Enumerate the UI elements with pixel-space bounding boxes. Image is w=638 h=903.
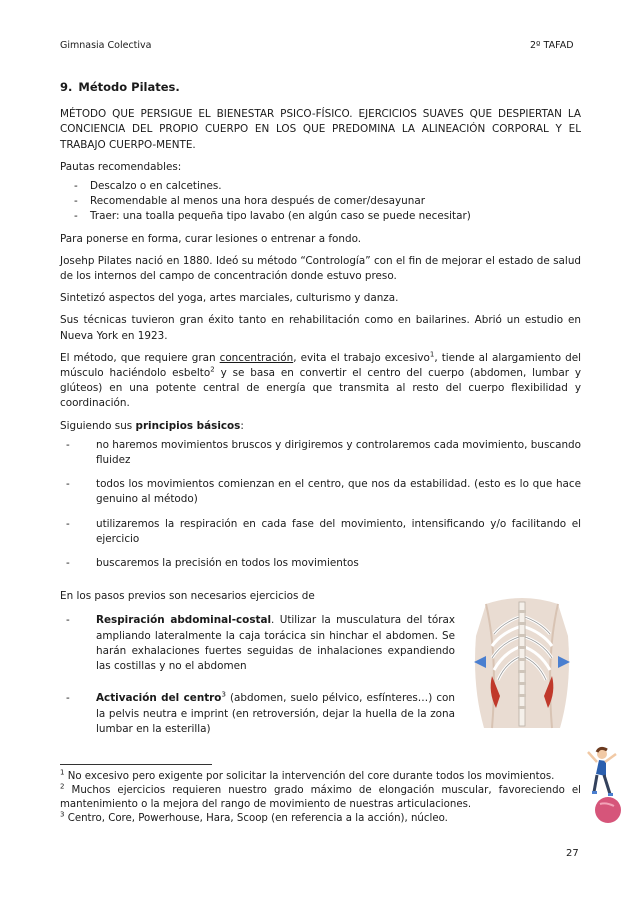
- paragraph-joseph: Josehp Pilates nació en 1880. Ideó su método “Contrología” con el fin de mejorar el estado de salud de los internos del campo de concentración donde estuvo preso.: [60, 254, 581, 283]
- list-item: - no haremos movimientos bruscos y dirigiremos y controlaremos cada movimiento, buscando fluidez: [66, 438, 581, 467]
- list-item: - Recomendable al menos una hora después de comer/desayunar: [74, 195, 425, 208]
- section-heading: [60, 80, 581, 95]
- footnotes: [60, 770, 581, 826]
- intro-paragraph: MÉTODO QUE PERSIGUE EL BIENESTAR PSICO-FÍSICO. EJERCICIOS SUAVES QUE DESPIERTAN LA CONCIENCIA DEL PROPIO CUERPO EN LOS QUE PREDOMINA LA ALINEACIÓN CORPORAL Y EL TRABAJO CUERPO-MENTE.: [60, 108, 581, 151]
- list-item: - Traer: una toalla pequeña tipo lavabo (en algún caso se puede necesitar): [74, 210, 471, 223]
- footnote: $^1$ No excesivo pero exigente por solicitar la intervención del core durante todos los movimientos.: [60, 768, 555, 782]
- footnote-ref: 2: [210, 365, 215, 374]
- pasos-list: [60, 613, 455, 736]
- paragraph-metodo: El método, que requiere gran concentración, evita el trabajo excesivo$^1$, tiende al alargamiento del músculo haciéndolo esbelto$^2$ y se basa en convertir el centro del cuerpo (abdomen, lumbar y glúteos) en una potente central de energía que transmita al resto del cuerpo flexibilidad y coordinación.: [60, 350, 581, 410]
- section-title: Método Pilates.: [78, 80, 180, 94]
- section-number: 9.: [60, 80, 73, 94]
- pasos-label: En los pasos previos son necesarios ejercicios de: [60, 590, 315, 603]
- principios-label: Siguiendo sus principios básicos:: [60, 419, 244, 432]
- footnote-separator: [60, 764, 212, 765]
- footnote: $^2$ Muchos ejercicios requieren nuestro grado máximo de elongación muscular, favoreciendo el mantenimiento o la mejora del rango de movimiento de nuestras articulaciones.: [60, 782, 581, 810]
- principios-list: [60, 438, 581, 571]
- spine-muscles-illustration: [468, 596, 576, 732]
- list-item: - Descalzo o en calcetines.: [74, 180, 222, 193]
- list-item: - Respiración abdominal-costal. Utilizar la musculatura del tórax ampliando lateralmente la caja torácica sin hinchar el abdomen. Se harán exhalaciones fuertes seguidas de inhalaciones expandiendo las costillas y no el abdomen: [66, 614, 455, 673]
- footnote: $^3$ Centro, Core, Powerhouse, Hara, Scoop (en referencia a la acción), núcleo.: [60, 810, 448, 824]
- paragraph-tecnicas: Sus técnicas tuvieron gran éxito tanto en rehabilitación como en bailarines. Abrió un estudio en Nueva York en 1923.: [60, 314, 581, 342]
- woman-exercise-ball-illustration: [580, 744, 630, 824]
- pautas-label: Pautas recomendables:: [60, 160, 182, 173]
- pautas-list: [60, 179, 581, 225]
- page-number: 27: [566, 848, 579, 859]
- header-course: 2º TAFAD: [530, 40, 574, 51]
- header-title: Gimnasia Colectiva: [60, 40, 152, 51]
- paragraph-sintetizo: Sintetizó aspectos del yoga, artes marciales, culturismo y danza.: [60, 292, 399, 305]
- footnote-ref: 3: [221, 690, 226, 699]
- underlined-term: concentración: [219, 351, 294, 364]
- list-item: - Activación del centro$^3$ (abdomen, suelo pélvico, esfínteres…) con la pelvis neutra e imprint (en retroversión, dejar la huella de la zona lumbar en la esterilla): [66, 690, 455, 735]
- paragraph-forma: Para ponerse en forma, curar lesiones o entrenar a fondo.: [60, 232, 362, 245]
- list-item: - todos los movimientos comienzan en el centro, que nos da estabilidad. (esto es lo que hace genuino al método): [66, 478, 581, 506]
- list-item: - buscaremos la precisión en todos los movimientos: [66, 557, 359, 570]
- footnote-ref: 1: [429, 350, 435, 359]
- list-item: - utilizaremos la respiración en cada fase del movimiento, intensificando y/o facilitando el ejercicio: [66, 517, 581, 545]
